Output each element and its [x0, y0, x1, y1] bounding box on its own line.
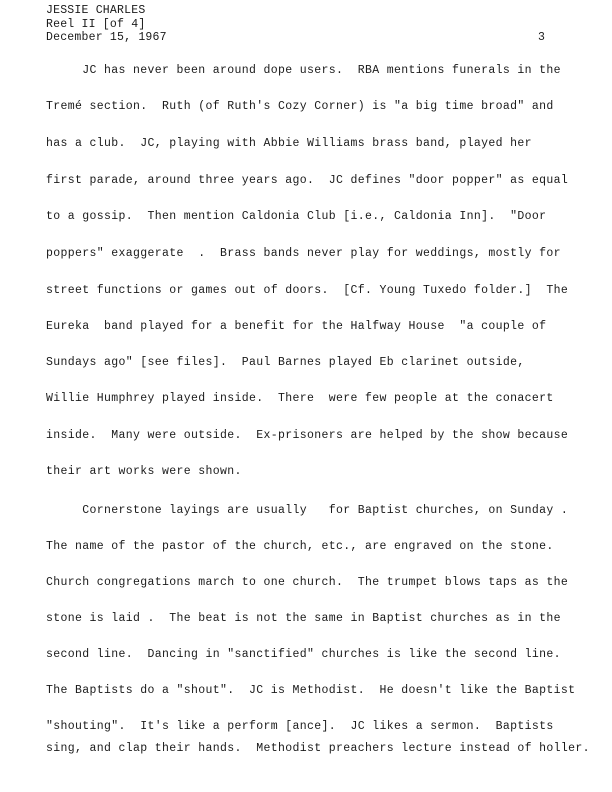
text-line: first parade, around three years ago. JC defines "door popper" as equal	[46, 174, 569, 187]
text-line: The name of the pastor of the church, etc., are engraved on the stone.	[46, 540, 554, 553]
text-line: Tremé section. Ruth (of Ruth's Cozy Corner) is "a big time broad" and	[46, 100, 554, 113]
text-line: Cornerstone layings are usually for Baptist churches, on Sunday .	[46, 504, 569, 517]
text-line: second line. Dancing in "sanctified" churches is like the second line.	[46, 648, 561, 661]
text-line: The Baptists do a "shout". JC is Methodist. He doesn't like the Baptist	[46, 684, 576, 697]
text-line: has a club. JC, playing with Abbie Williams brass band, played her	[46, 137, 532, 150]
text-line: to a gossip. Then mention Caldonia Club [i.e., Caldonia Inn]. "Door	[46, 210, 547, 223]
text-line: Church congregations march to one church. The trumpet blows taps as the	[46, 576, 569, 589]
text-line: Willie Humphrey played inside. There were few people at the conacert	[46, 392, 554, 405]
text-line: "shouting". It's like a perform [ance]. JC likes a sermon. Baptists	[46, 720, 554, 733]
text-line: Sundays ago" [see files]. Paul Barnes played Eb clarinet outside,	[46, 356, 525, 369]
text-line: street functions or games out of doors. [Cf. Young Tuxedo folder.] The	[46, 284, 569, 297]
page-number: 3	[538, 31, 545, 44]
text-line: JC has never been around dope users. RBA mentions funerals in the	[46, 64, 561, 77]
text-line: their art works were shown.	[46, 465, 242, 478]
interview-date: December 15, 1967	[46, 31, 167, 44]
document-header	[46, 4, 167, 45]
text-line: sing, and clap their hands. Methodist preachers lecture instead of holler.	[46, 742, 590, 755]
text-line: Eureka band played for a benefit for the Halfway House "a couple of	[46, 320, 547, 333]
interviewee-name: JESSIE CHARLES	[46, 4, 146, 17]
text-line: stone is laid . The beat is not the same in Baptist churches as in the	[46, 612, 561, 625]
text-line: poppers" exaggerate . Brass bands never play for weddings, mostly for	[46, 247, 561, 260]
reel-label: Reel II [of 4]	[46, 17, 146, 31]
text-line: inside. Many were outside. Ex-prisoners are helped by the show because	[46, 429, 569, 442]
